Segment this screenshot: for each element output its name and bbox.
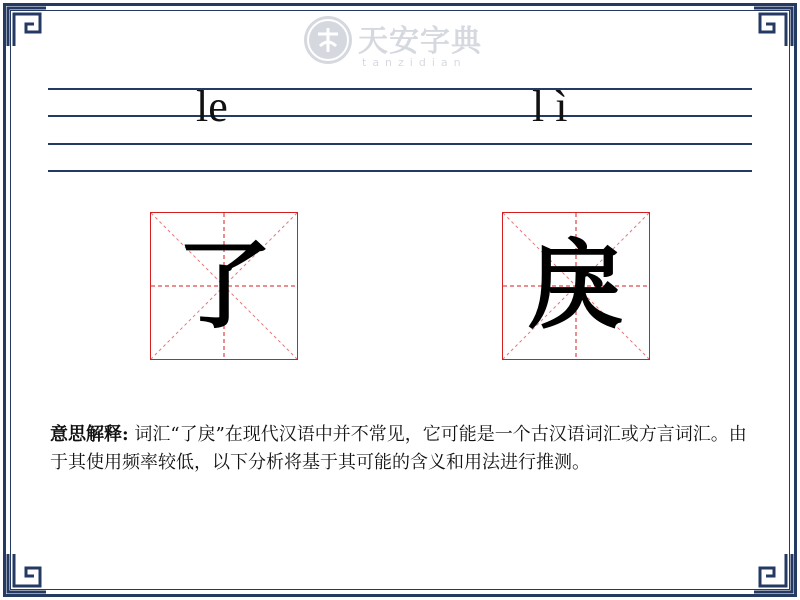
meaning-explanation (50, 421, 754, 477)
logo-title: 天安字典 (358, 24, 482, 59)
hanzi-character-2: 戾 (528, 230, 624, 342)
corner-ornament-top-left (6, 6, 48, 48)
character-grid-2 (502, 212, 650, 360)
corner-ornament-bottom-left (6, 552, 48, 594)
watermark-logo (300, 14, 500, 70)
staff-line (48, 170, 752, 172)
staff-line (48, 88, 752, 90)
staff-line (48, 143, 752, 145)
logo-subtitle: tanzidian (362, 56, 467, 69)
corner-ornament-top-right (752, 6, 794, 48)
pinyin-staff (48, 88, 752, 174)
logo-seal-icon (304, 16, 352, 64)
character-grid-1 (150, 212, 298, 360)
pinyin-char-1: le (196, 82, 228, 131)
meaning-separator: : (122, 424, 129, 445)
meaning-label: 意思解释 (50, 424, 122, 445)
hanzi-character-1: 了 (176, 230, 272, 342)
staff-line (48, 115, 752, 117)
meaning-text: 词汇“了戾”在现代汉语中并不常见，它可能是一个古汉语词汇或方言词汇。由于其使用频率较低，以下分析将基于其可能的含义和用法进行推测。 (50, 424, 747, 473)
pinyin-char-2: l ì (532, 82, 568, 131)
corner-ornament-bottom-right (752, 552, 794, 594)
